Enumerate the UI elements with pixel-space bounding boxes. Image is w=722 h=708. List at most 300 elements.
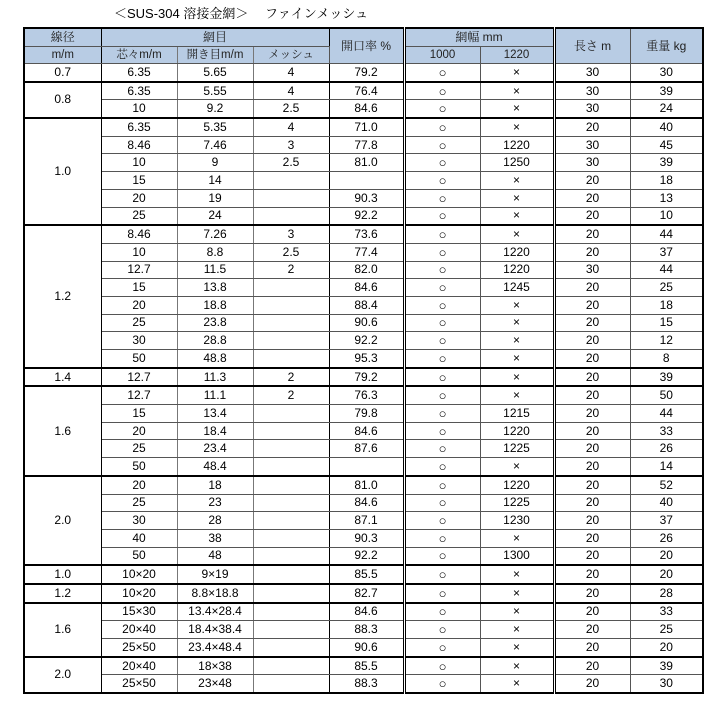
cell-mesh: 2 bbox=[253, 386, 329, 404]
table-row bbox=[24, 584, 703, 603]
cell-width-1000: ○ bbox=[404, 368, 480, 387]
table-row bbox=[24, 172, 703, 190]
cell-open-ratio: 84.6 bbox=[329, 422, 404, 440]
cell-length: 20 bbox=[554, 603, 630, 621]
cell-pitch: 20 bbox=[101, 422, 177, 440]
table-row bbox=[24, 136, 703, 154]
table-row bbox=[24, 225, 703, 243]
cell-mesh bbox=[253, 422, 329, 440]
cell-wire-dia: 0.8 bbox=[24, 82, 101, 118]
cell-width-1220: × bbox=[480, 386, 554, 404]
table-row bbox=[24, 118, 703, 136]
cell-width-1000: ○ bbox=[404, 100, 480, 118]
cell-length: 20 bbox=[554, 621, 630, 639]
cell-width-1220: × bbox=[480, 529, 554, 547]
table-header bbox=[24, 28, 703, 64]
cell-mesh bbox=[253, 675, 329, 693]
cell-open-ratio: 77.8 bbox=[329, 136, 404, 154]
header-weight: 重量 kg bbox=[630, 28, 703, 64]
cell-width-1000: ○ bbox=[404, 547, 480, 565]
cell-open-ratio: 90.6 bbox=[329, 639, 404, 657]
cell-width-1000: ○ bbox=[404, 350, 480, 368]
cell-width-1000: ○ bbox=[404, 603, 480, 621]
cell-open-ratio: 90.3 bbox=[329, 189, 404, 207]
cell-mesh: 2.5 bbox=[253, 154, 329, 172]
cell-opening: 24 bbox=[177, 207, 253, 225]
cell-mesh bbox=[253, 529, 329, 547]
cell-width-1220: × bbox=[480, 296, 554, 314]
cell-width-1000: ○ bbox=[404, 675, 480, 693]
table-row bbox=[24, 512, 703, 530]
cell-pitch: 20 bbox=[101, 296, 177, 314]
cell-width-1220: 1225 bbox=[480, 440, 554, 458]
cell-pitch: 50 bbox=[101, 350, 177, 368]
cell-weight: 39 bbox=[630, 82, 703, 100]
cell-opening: 5.55 bbox=[177, 82, 253, 100]
cell-width-1000: ○ bbox=[404, 529, 480, 547]
cell-width-1000: ○ bbox=[404, 189, 480, 207]
cell-mesh bbox=[253, 189, 329, 207]
cell-width-1000: ○ bbox=[404, 154, 480, 172]
cell-wire-dia: 1.0 bbox=[24, 118, 101, 225]
cell-width-1220: 1230 bbox=[480, 512, 554, 530]
table-row bbox=[24, 100, 703, 118]
cell-width-1220: × bbox=[480, 350, 554, 368]
cell-mesh bbox=[253, 584, 329, 603]
cell-width-1220: × bbox=[480, 621, 554, 639]
cell-mesh bbox=[253, 350, 329, 368]
cell-pitch: 12.7 bbox=[101, 386, 177, 404]
cell-length: 20 bbox=[554, 314, 630, 332]
cell-pitch: 15 bbox=[101, 279, 177, 297]
header-open-ratio: 開口率 % bbox=[329, 28, 404, 64]
table-row bbox=[24, 476, 703, 494]
cell-length: 20 bbox=[554, 243, 630, 261]
cell-mesh: 4 bbox=[253, 82, 329, 100]
cell-width-1220: 1300 bbox=[480, 547, 554, 565]
cell-width-1000: ○ bbox=[404, 118, 480, 136]
table-row bbox=[24, 386, 703, 404]
cell-pitch: 6.35 bbox=[101, 118, 177, 136]
cell-wire-dia: 1.6 bbox=[24, 386, 101, 475]
cell-opening: 19 bbox=[177, 189, 253, 207]
cell-pitch: 30 bbox=[101, 332, 177, 350]
table-row bbox=[24, 314, 703, 332]
cell-open-ratio: 71.0 bbox=[329, 118, 404, 136]
cell-length: 20 bbox=[554, 386, 630, 404]
cell-width-1000: ○ bbox=[404, 386, 480, 404]
cell-length: 20 bbox=[554, 225, 630, 243]
cell-open-ratio: 84.6 bbox=[329, 100, 404, 118]
cell-width-1000: ○ bbox=[404, 584, 480, 603]
cell-width-1000: ○ bbox=[404, 314, 480, 332]
cell-length: 20 bbox=[554, 458, 630, 476]
cell-weight: 25 bbox=[630, 621, 703, 639]
cell-weight: 45 bbox=[630, 136, 703, 154]
cell-width-1000: ○ bbox=[404, 207, 480, 225]
cell-width-1220: × bbox=[480, 675, 554, 693]
cell-width-1000: ○ bbox=[404, 82, 480, 100]
cell-width-1000: ○ bbox=[404, 172, 480, 190]
cell-width-1220: × bbox=[480, 64, 554, 82]
cell-opening: 23.8 bbox=[177, 314, 253, 332]
cell-open-ratio: 84.6 bbox=[329, 603, 404, 621]
cell-weight: 10 bbox=[630, 207, 703, 225]
cell-length: 30 bbox=[554, 136, 630, 154]
cell-length: 20 bbox=[554, 296, 630, 314]
cell-opening: 5.65 bbox=[177, 64, 253, 82]
table-row bbox=[24, 675, 703, 693]
cell-pitch: 50 bbox=[101, 458, 177, 476]
table-row bbox=[24, 350, 703, 368]
cell-open-ratio: 77.4 bbox=[329, 243, 404, 261]
cell-pitch: 15 bbox=[101, 172, 177, 190]
cell-length: 20 bbox=[554, 494, 630, 512]
cell-width-1220: × bbox=[480, 82, 554, 100]
cell-pitch: 20×40 bbox=[101, 657, 177, 675]
cell-pitch: 20×40 bbox=[101, 621, 177, 639]
table-row bbox=[24, 207, 703, 225]
cell-width-1220: × bbox=[480, 368, 554, 387]
cell-weight: 44 bbox=[630, 405, 703, 423]
cell-width-1220: × bbox=[480, 657, 554, 675]
cell-open-ratio: 90.6 bbox=[329, 314, 404, 332]
cell-width-1000: ○ bbox=[404, 621, 480, 639]
header-width-group: 網幅 mm bbox=[404, 28, 554, 47]
cell-opening: 14 bbox=[177, 172, 253, 190]
cell-mesh bbox=[253, 405, 329, 423]
cell-pitch: 12.7 bbox=[101, 368, 177, 387]
table-row bbox=[24, 657, 703, 675]
table-row bbox=[24, 639, 703, 657]
cell-opening: 23.4 bbox=[177, 440, 253, 458]
cell-width-1220: 1225 bbox=[480, 494, 554, 512]
cell-opening: 18×38 bbox=[177, 657, 253, 675]
cell-width-1220: 1220 bbox=[480, 261, 554, 279]
cell-opening: 13.4×28.4 bbox=[177, 603, 253, 621]
cell-open-ratio: 88.3 bbox=[329, 675, 404, 693]
cell-mesh bbox=[253, 494, 329, 512]
cell-open-ratio: 88.3 bbox=[329, 621, 404, 639]
cell-pitch: 25×50 bbox=[101, 675, 177, 693]
cell-weight: 20 bbox=[630, 639, 703, 657]
table-row bbox=[24, 154, 703, 172]
cell-pitch: 10×20 bbox=[101, 584, 177, 603]
cell-pitch: 8.46 bbox=[101, 225, 177, 243]
cell-weight: 13 bbox=[630, 189, 703, 207]
cell-weight: 40 bbox=[630, 494, 703, 512]
cell-weight: 44 bbox=[630, 261, 703, 279]
cell-opening: 11.5 bbox=[177, 261, 253, 279]
cell-pitch: 15×30 bbox=[101, 603, 177, 621]
table-row bbox=[24, 458, 703, 476]
header-wire-dia-unit: m/m bbox=[24, 47, 101, 64]
cell-opening: 11.1 bbox=[177, 386, 253, 404]
table-row bbox=[24, 422, 703, 440]
cell-open-ratio bbox=[329, 458, 404, 476]
table-row bbox=[24, 261, 703, 279]
cell-width-1220: 1215 bbox=[480, 405, 554, 423]
cell-open-ratio: 82.0 bbox=[329, 261, 404, 279]
cell-opening: 9.2 bbox=[177, 100, 253, 118]
table-row bbox=[24, 565, 703, 584]
table-row bbox=[24, 368, 703, 387]
cell-mesh bbox=[253, 172, 329, 190]
cell-open-ratio: 87.6 bbox=[329, 440, 404, 458]
cell-mesh bbox=[253, 314, 329, 332]
cell-weight: 33 bbox=[630, 422, 703, 440]
cell-pitch: 25×50 bbox=[101, 639, 177, 657]
cell-length: 20 bbox=[554, 350, 630, 368]
cell-width-1000: ○ bbox=[404, 296, 480, 314]
cell-open-ratio: 73.6 bbox=[329, 225, 404, 243]
cell-opening: 11.3 bbox=[177, 368, 253, 387]
cell-length: 20 bbox=[554, 118, 630, 136]
cell-width-1220: × bbox=[480, 207, 554, 225]
table-row bbox=[24, 82, 703, 100]
cell-width-1000: ○ bbox=[404, 405, 480, 423]
cell-opening: 38 bbox=[177, 529, 253, 547]
cell-pitch: 50 bbox=[101, 547, 177, 565]
table-row bbox=[24, 243, 703, 261]
cell-pitch: 12.7 bbox=[101, 261, 177, 279]
page-title: ＜SUS-304 溶接金網＞ ファインメッシュ bbox=[114, 6, 369, 21]
cell-mesh: 4 bbox=[253, 118, 329, 136]
cell-length: 20 bbox=[554, 332, 630, 350]
cell-weight: 50 bbox=[630, 386, 703, 404]
cell-pitch: 10×20 bbox=[101, 565, 177, 584]
cell-mesh: 3 bbox=[253, 225, 329, 243]
cell-pitch: 25 bbox=[101, 314, 177, 332]
cell-mesh bbox=[253, 207, 329, 225]
cell-length: 30 bbox=[554, 82, 630, 100]
cell-open-ratio: 81.0 bbox=[329, 476, 404, 494]
cell-mesh bbox=[253, 621, 329, 639]
cell-mesh bbox=[253, 279, 329, 297]
cell-open-ratio: 76.4 bbox=[329, 82, 404, 100]
cell-width-1220: × bbox=[480, 458, 554, 476]
cell-opening: 18.4×38.4 bbox=[177, 621, 253, 639]
cell-open-ratio: 92.2 bbox=[329, 207, 404, 225]
cell-weight: 26 bbox=[630, 440, 703, 458]
cell-weight: 33 bbox=[630, 603, 703, 621]
table-row bbox=[24, 189, 703, 207]
cell-weight: 28 bbox=[630, 584, 703, 603]
cell-opening: 23×48 bbox=[177, 675, 253, 693]
header-width-1000: 1000 bbox=[404, 47, 480, 64]
cell-opening: 7.26 bbox=[177, 225, 253, 243]
cell-weight: 39 bbox=[630, 368, 703, 387]
table-row bbox=[24, 440, 703, 458]
table-row bbox=[24, 547, 703, 565]
cell-weight: 18 bbox=[630, 296, 703, 314]
cell-open-ratio: 95.3 bbox=[329, 350, 404, 368]
cell-weight: 12 bbox=[630, 332, 703, 350]
cell-width-1220: 1220 bbox=[480, 243, 554, 261]
cell-width-1220: × bbox=[480, 172, 554, 190]
cell-weight: 26 bbox=[630, 529, 703, 547]
cell-width-1000: ○ bbox=[404, 64, 480, 82]
cell-opening: 8.8×18.8 bbox=[177, 584, 253, 603]
header-length: 長さ m bbox=[554, 28, 630, 64]
cell-weight: 39 bbox=[630, 154, 703, 172]
cell-length: 20 bbox=[554, 675, 630, 693]
cell-open-ratio: 84.6 bbox=[329, 494, 404, 512]
cell-width-1000: ○ bbox=[404, 279, 480, 297]
table-row bbox=[24, 621, 703, 639]
cell-pitch: 15 bbox=[101, 405, 177, 423]
cell-mesh: 2 bbox=[253, 368, 329, 387]
cell-width-1220: 1220 bbox=[480, 136, 554, 154]
cell-width-1220: × bbox=[480, 100, 554, 118]
cell-width-1220: × bbox=[480, 332, 554, 350]
table-row bbox=[24, 603, 703, 621]
table-row bbox=[24, 405, 703, 423]
cell-length: 20 bbox=[554, 189, 630, 207]
cell-pitch: 30 bbox=[101, 512, 177, 530]
cell-opening: 48.8 bbox=[177, 350, 253, 368]
cell-opening: 48.4 bbox=[177, 458, 253, 476]
cell-mesh bbox=[253, 639, 329, 657]
cell-length: 20 bbox=[554, 476, 630, 494]
cell-opening: 9×19 bbox=[177, 565, 253, 584]
cell-width-1000: ○ bbox=[404, 512, 480, 530]
cell-open-ratio: 82.7 bbox=[329, 584, 404, 603]
spec-table bbox=[23, 27, 704, 694]
cell-width-1000: ○ bbox=[404, 243, 480, 261]
cell-opening: 28.8 bbox=[177, 332, 253, 350]
cell-open-ratio: 88.4 bbox=[329, 296, 404, 314]
cell-pitch: 10 bbox=[101, 154, 177, 172]
cell-length: 20 bbox=[554, 565, 630, 584]
cell-open-ratio: 76.3 bbox=[329, 386, 404, 404]
cell-width-1220: × bbox=[480, 314, 554, 332]
cell-mesh bbox=[253, 547, 329, 565]
cell-weight: 8 bbox=[630, 350, 703, 368]
cell-opening: 18 bbox=[177, 476, 253, 494]
cell-length: 20 bbox=[554, 207, 630, 225]
cell-width-1220: 1250 bbox=[480, 154, 554, 172]
cell-width-1220: 1220 bbox=[480, 476, 554, 494]
header-mesh-group: 網目 bbox=[101, 28, 329, 47]
cell-weight: 52 bbox=[630, 476, 703, 494]
header-opening: 開き目m/m bbox=[177, 47, 253, 64]
cell-length: 20 bbox=[554, 547, 630, 565]
header-pitch: 芯々m/m bbox=[101, 47, 177, 64]
cell-length: 20 bbox=[554, 279, 630, 297]
cell-width-1000: ○ bbox=[404, 261, 480, 279]
cell-width-1220: × bbox=[480, 118, 554, 136]
cell-length: 30 bbox=[554, 64, 630, 82]
header-mesh: メッシュ bbox=[253, 47, 329, 64]
cell-width-1220: × bbox=[480, 639, 554, 657]
cell-open-ratio: 87.1 bbox=[329, 512, 404, 530]
cell-mesh bbox=[253, 512, 329, 530]
cell-opening: 23 bbox=[177, 494, 253, 512]
cell-open-ratio: 79.2 bbox=[329, 64, 404, 82]
cell-mesh: 4 bbox=[253, 64, 329, 82]
cell-open-ratio: 81.0 bbox=[329, 154, 404, 172]
cell-weight: 39 bbox=[630, 657, 703, 675]
cell-weight: 44 bbox=[630, 225, 703, 243]
cell-length: 20 bbox=[554, 584, 630, 603]
cell-weight: 20 bbox=[630, 547, 703, 565]
cell-width-1220: 1220 bbox=[480, 422, 554, 440]
cell-opening: 8.8 bbox=[177, 243, 253, 261]
cell-open-ratio bbox=[329, 172, 404, 190]
cell-mesh bbox=[253, 440, 329, 458]
cell-length: 20 bbox=[554, 657, 630, 675]
cell-pitch: 8.46 bbox=[101, 136, 177, 154]
cell-opening: 18.8 bbox=[177, 296, 253, 314]
cell-pitch: 6.35 bbox=[101, 82, 177, 100]
cell-open-ratio: 85.5 bbox=[329, 657, 404, 675]
table-row bbox=[24, 296, 703, 314]
cell-mesh bbox=[253, 332, 329, 350]
cell-mesh bbox=[253, 458, 329, 476]
cell-length: 20 bbox=[554, 639, 630, 657]
cell-width-1000: ○ bbox=[404, 440, 480, 458]
cell-opening: 13.4 bbox=[177, 405, 253, 423]
cell-width-1000: ○ bbox=[404, 422, 480, 440]
cell-weight: 25 bbox=[630, 279, 703, 297]
cell-opening: 13.8 bbox=[177, 279, 253, 297]
cell-opening: 9 bbox=[177, 154, 253, 172]
cell-mesh bbox=[253, 603, 329, 621]
cell-length: 20 bbox=[554, 172, 630, 190]
cell-weight: 30 bbox=[630, 64, 703, 82]
cell-wire-dia: 2.0 bbox=[24, 657, 101, 693]
cell-length: 30 bbox=[554, 261, 630, 279]
cell-wire-dia: 1.2 bbox=[24, 225, 101, 368]
cell-length: 20 bbox=[554, 440, 630, 458]
cell-width-1000: ○ bbox=[404, 494, 480, 512]
cell-mesh: 2 bbox=[253, 261, 329, 279]
cell-open-ratio: 92.2 bbox=[329, 332, 404, 350]
cell-length: 30 bbox=[554, 100, 630, 118]
cell-opening: 7.46 bbox=[177, 136, 253, 154]
cell-pitch: 10 bbox=[101, 100, 177, 118]
cell-weight: 20 bbox=[630, 565, 703, 584]
cell-width-1220: × bbox=[480, 603, 554, 621]
cell-opening: 5.35 bbox=[177, 118, 253, 136]
cell-wire-dia: 1.0 bbox=[24, 565, 101, 584]
table-row bbox=[24, 64, 703, 82]
cell-length: 20 bbox=[554, 405, 630, 423]
cell-width-1000: ○ bbox=[404, 565, 480, 584]
header-wire-dia: 線径 bbox=[24, 28, 101, 47]
cell-wire-dia: 1.4 bbox=[24, 368, 101, 387]
cell-width-1000: ○ bbox=[404, 476, 480, 494]
cell-open-ratio: 85.5 bbox=[329, 565, 404, 584]
cell-width-1000: ○ bbox=[404, 639, 480, 657]
cell-length: 20 bbox=[554, 529, 630, 547]
cell-weight: 24 bbox=[630, 100, 703, 118]
cell-width-1220: 1245 bbox=[480, 279, 554, 297]
cell-pitch: 6.35 bbox=[101, 64, 177, 82]
cell-wire-dia: 2.0 bbox=[24, 476, 101, 565]
cell-mesh: 2.5 bbox=[253, 100, 329, 118]
cell-mesh bbox=[253, 565, 329, 584]
cell-open-ratio: 92.2 bbox=[329, 547, 404, 565]
cell-weight: 40 bbox=[630, 118, 703, 136]
cell-pitch: 25 bbox=[101, 207, 177, 225]
cell-wire-dia: 1.6 bbox=[24, 603, 101, 657]
cell-open-ratio: 84.6 bbox=[329, 279, 404, 297]
cell-weight: 37 bbox=[630, 243, 703, 261]
cell-mesh bbox=[253, 657, 329, 675]
cell-length: 20 bbox=[554, 512, 630, 530]
